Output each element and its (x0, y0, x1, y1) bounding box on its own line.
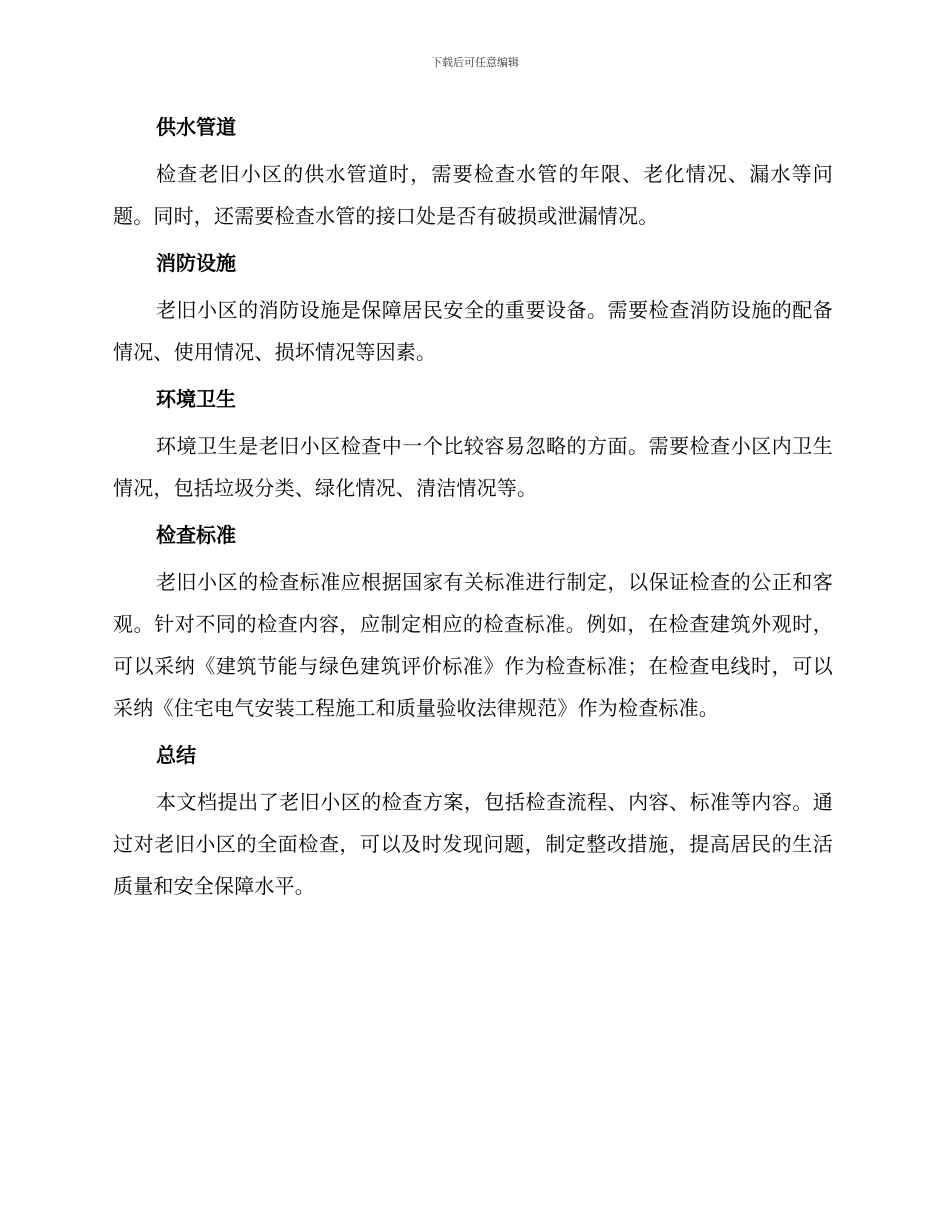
document-body (113, 108, 833, 914)
section-heading: 供水管道 (156, 115, 236, 139)
section-standards (113, 516, 833, 729)
page-header: 下载后可任意编辑 (431, 56, 519, 69)
section-heading: 环境卫生 (156, 387, 236, 411)
section-fire-safety (113, 244, 833, 373)
section-heading: 总结 (156, 743, 196, 767)
section-paragraph: 检查老旧小区的供水管道时，需要检查水管的年限、老化情况、漏水等问题。同时，还需要检查水管的接口处是否有破损或泄漏情况。 (113, 162, 833, 228)
section-paragraph: 环境卫生是老旧小区检查中一个比较容易忽略的方面。需要检查小区内卫生情况，包括垃圾分类、绿化情况、清洁情况等。 (113, 434, 833, 500)
section-paragraph: 本文档提出了老旧小区的检查方案，包括检查流程、内容、标准等内容。通过对老旧小区的全面检查，可以及时发现问题，制定整改措施，提高居民的生活质量和安全保障水平。 (113, 790, 833, 898)
section-paragraph: 老旧小区的消防设施是保障居民安全的重要设备。需要检查消防设施的配备情况、使用情况、损坏情况等因素。 (113, 298, 833, 364)
section-paragraph: 老旧小区的检查标准应根据国家有关标准进行制定，以保证检查的公正和客观。针对不同的检查内容，应制定相应的检查标准。例如，在检查建筑外观时，可以采纳《建筑节能与绿色建筑评价标准》作为检查标准；在检查电线时，可以采纳《住宅电气安装工程施工和质量验收法律规范》作为检查标准。 (113, 570, 833, 720)
section-water-supply (113, 108, 833, 237)
section-summary (113, 736, 833, 907)
section-heading: 检查标准 (156, 523, 236, 547)
section-sanitation (113, 380, 833, 509)
section-heading: 消防设施 (156, 251, 236, 275)
